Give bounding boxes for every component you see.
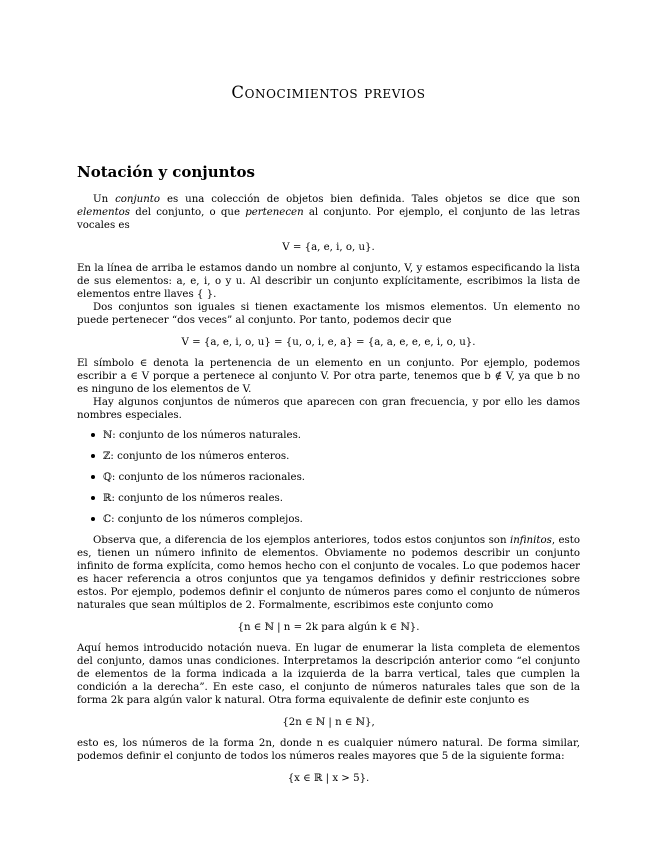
paragraph-1: Un conjunto es una colección de objetos bien definida. Tales objetos se dice que son elementos del conjunto, o que pertenecen al conjunto. Por ejemplo, el conjunto de las letras vocales es: [77, 194, 581, 231]
equation-even-alt: {2n ∈ ℕ | n ∈ ℕ},: [282, 717, 375, 728]
bullet-icon: [91, 517, 95, 521]
equation-even-numbers: {n ∈ ℕ | n = 2k para algún k ∈ ℕ}.: [237, 622, 420, 633]
section-heading: Notación y conjuntos: [77, 163, 255, 181]
list-item: ℚ: conjunto de los números racionales.: [91, 471, 580, 484]
paragraph-8: esto es, los números de la forma 2n, donde n es cualquier número natural. De forma similar, podemos definir el conjunto de todos los números reales mayores que 5 de la siguiente forma:: [77, 738, 580, 762]
paragraph-4: El símbolo ∈ denota la pertenencia de un elemento en un conjunto. Por ejemplo, podemos escribir a ∈ V porque a pertenece al conjunto V. Por otra parte, tenemos que b ∉ V, ya que b no es ninguno de los elementos de V.: [77, 358, 580, 395]
paragraph-6: Observa que, a diferencia de los ejemplos anteriores, todos estos conjuntos son infinitos, esto es, tienen un número infinito de elementos. Obviamente no podemos describir un conjunto infinito de forma explícita, como hemos hecho con el conjunto de vocales. Lo que podemos hacer es hacer referencia a otros conjuntos que ya tengamos definidos y definir restricciones sobre estos. Por ejemplo, podemos definir el conjunto de números pares como el conjunto de números naturales que sean múltiplos de 2. Formalmente, escribimos este conjunto como: [77, 535, 580, 611]
number-sets-list: [77, 429, 580, 526]
bullet-icon: [91, 475, 95, 479]
bullet-icon: [91, 454, 95, 458]
paragraph-7: Aquí hemos introducido notación nueva. En lugar de enumerar la lista completa de elementos del conjunto, damos unas condiciones. Interpretamos la descripción anterior como “el conjunto de elementos de la forma indicada a la izquierda de la barra vertical, tales que cumplen la condición a la derecha”. En este caso, el conjunto de números naturales tales que son de la forma 2k para algún valor k natural. Otra forma equivalente de definir este conjunto es: [77, 643, 580, 706]
page-title: Conocimientos previos: [231, 83, 426, 102]
paragraph-2: En la línea de arriba le estamos dando un nombre al conjunto, V, y estamos especificando la lista de sus elementos: a, e, i, o y u. Al describir un conjunto explícitamente, escribimos la lista de elementos entre llaves { }.: [77, 263, 580, 300]
list-item: ℝ: conjunto de los números reales.: [91, 492, 580, 505]
equation-equal-sets: V = {a, e, i, o, u} = {u, o, i, e, a} = {a, a, e, e, e, i, o, u}.: [181, 337, 476, 348]
list-item: ℤ: conjunto de los números enteros.: [91, 450, 580, 463]
list-item: ℕ: conjunto de los números naturales.: [91, 429, 580, 442]
paragraph-5: Hay algunos conjuntos de números que aparecen con gran frecuencia, y por ello les damos nombres especiales.: [77, 397, 580, 421]
equation-vowels: V = {a, e, i, o, u}.: [282, 242, 375, 253]
bullet-icon: [91, 433, 95, 437]
paragraph-3: Dos conjuntos son iguales si tienen exactamente los mismos elementos. Un elemento no puede pertenecer “dos veces” al conjunto. Por tanto, podemos decir que: [77, 302, 580, 326]
list-item: ℂ: conjunto de los números complejos.: [91, 513, 580, 526]
bullet-icon: [91, 496, 95, 500]
document-page: [77, 78, 580, 793]
equation-reals-gt-5: {x ∈ ℝ | x > 5}.: [287, 773, 370, 784]
